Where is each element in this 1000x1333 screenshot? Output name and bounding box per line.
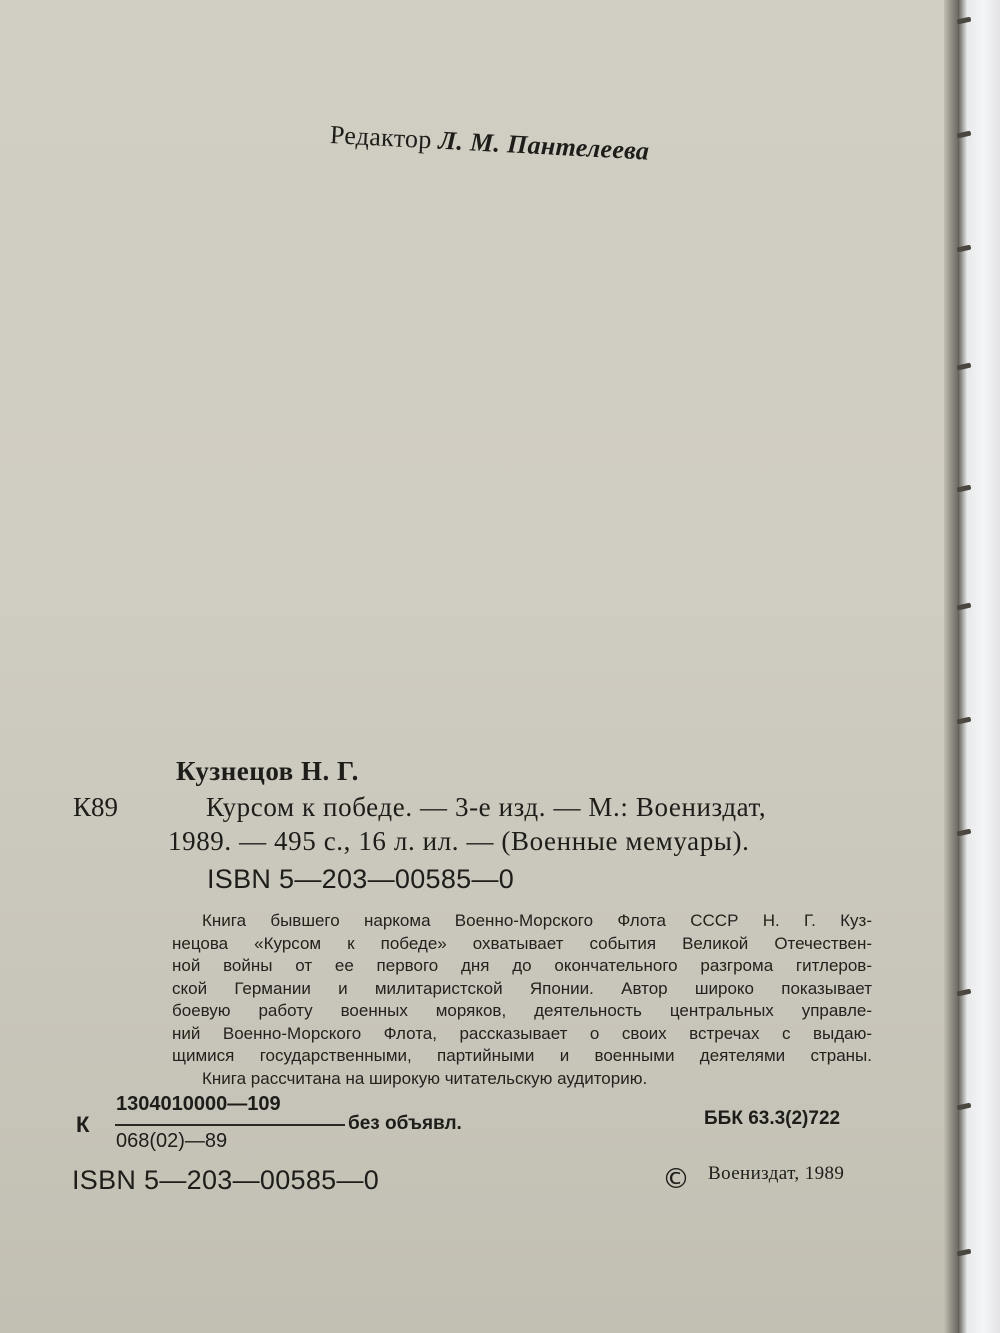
imprint-bbk: ББК 63.3(2)722 bbox=[704, 1108, 841, 1129]
copyright-text: Воениздат, 1989 bbox=[708, 1163, 845, 1184]
abstract-line: ской Германии и милитаристской Японии. Автор широко показывает bbox=[172, 978, 872, 998]
editor-credit bbox=[329, 120, 650, 167]
imprint-no-announcement: без объявл. bbox=[348, 1113, 462, 1134]
abstract-line: ний Военно-Морского Флота, рассказывает о своих встречах с выдаю- bbox=[172, 1023, 872, 1043]
abstract-line: боевую работу военных моряков, деятельность центральных управле- bbox=[172, 1001, 872, 1020]
editor-prefix: Редактор bbox=[329, 120, 433, 155]
page-edge-shadow bbox=[944, 0, 958, 1333]
abstract-line: щимися государственными, партийными и военными деятелями страны. bbox=[172, 1046, 872, 1065]
abstract-line: нецова «Курсом к победе» охватывает события Великой Отечествен- bbox=[172, 933, 872, 953]
editor-name: Л. М. Пантелеева bbox=[437, 125, 651, 166]
imprint-fraction-line bbox=[115, 1124, 345, 1126]
catalog-bib-line-1: Курсом к победе. — 3-е изд. — М.: Воениздат, bbox=[206, 792, 767, 822]
imprint-index-letter: К bbox=[76, 1112, 90, 1137]
abstract-line: Книга рассчитана на широкую читательскую аудиторию. bbox=[202, 1068, 648, 1088]
book-abstract bbox=[172, 910, 872, 1090]
catalog-call-number: К89 bbox=[73, 792, 119, 822]
imprint-index-numerator: 1304010000—109 bbox=[116, 1093, 281, 1115]
catalog-author: Кузнецов Н. Г. bbox=[176, 756, 359, 786]
binding-margin bbox=[958, 0, 1000, 1333]
catalog-bib-line-2: 1989. — 495 с., 16 л. ил. — (Военные мемуары). bbox=[168, 826, 750, 856]
copyright-icon: © bbox=[662, 1162, 690, 1195]
abstract-line: Книга бывшего наркома Военно-Морского Флота СССР Н. Г. Куз- bbox=[202, 911, 872, 930]
abstract-line: ной войны от ее первого дня до окончательного разгрома гитлеров- bbox=[172, 956, 872, 975]
imprint-index-denominator: 068(02)—89 bbox=[116, 1130, 228, 1152]
catalog-isbn: ISBN 5—203—00585—0 bbox=[207, 864, 515, 894]
imprint-isbn: ISBN 5—203—00585—0 bbox=[72, 1165, 380, 1195]
